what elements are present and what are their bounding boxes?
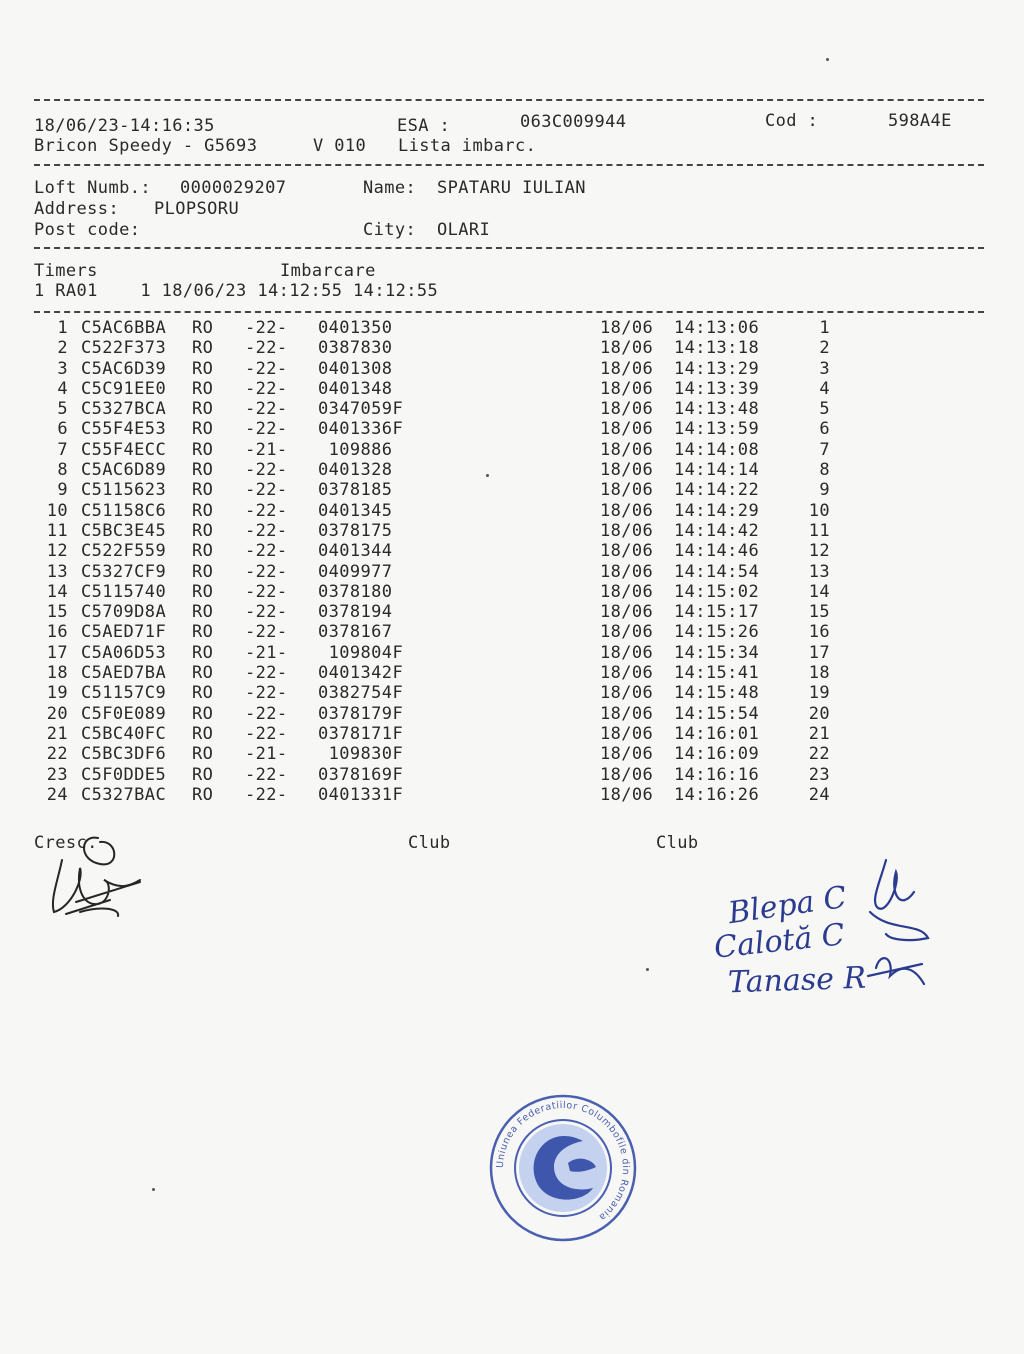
position-number: 15 <box>808 602 830 623</box>
country-code: RO <box>192 419 214 440</box>
position-number: 2 <box>819 338 830 359</box>
arrival-date: 18/06 <box>600 338 654 359</box>
cod-label: Cod : <box>765 111 819 131</box>
arrival-time: 14:14:29 <box>674 500 760 521</box>
arrival-time: 14:13:06 <box>674 318 760 338</box>
ring-number: 0401348 <box>318 378 393 399</box>
ring-number: 0382754F <box>318 683 404 704</box>
arrival-date: 18/06 <box>600 622 654 643</box>
ring-year: -22- <box>245 703 288 724</box>
position-number: 24 <box>808 784 830 805</box>
arrival-date: 18/06 <box>600 358 654 379</box>
cresc-label: Cresc. <box>34 833 98 853</box>
row-index: 13 <box>46 561 68 582</box>
arrival-time: 14:13:18 <box>674 338 760 359</box>
loft-label: Loft Numb.: <box>34 178 151 198</box>
arrival-time: 14:14:46 <box>674 541 760 562</box>
official-stamp <box>488 1093 638 1243</box>
row-index: 6 <box>57 419 68 440</box>
arrival-time: 14:15:41 <box>674 663 760 684</box>
country-code: RO <box>192 541 214 562</box>
arrival-date: 18/06 <box>600 520 654 541</box>
bird-chip-id: C5AC6D39 <box>81 358 167 379</box>
bird-chip-id: C5327BAC <box>81 784 167 805</box>
country-code: RO <box>192 561 214 582</box>
position-number: 8 <box>819 460 830 481</box>
club-label: Club <box>408 833 451 853</box>
bird-chip-id: C5AED7BA <box>81 663 167 684</box>
row-index: 15 <box>46 602 68 623</box>
document-type: Lista imbarc. <box>398 136 537 156</box>
position-number: 9 <box>819 480 830 501</box>
position-number: 14 <box>808 581 830 602</box>
timers-label: Timers <box>34 261 98 281</box>
ring-number: 0401308 <box>318 358 393 379</box>
ring-year: -22- <box>245 480 288 501</box>
country-code: RO <box>192 318 214 338</box>
arrival-time: 14:13:59 <box>674 419 760 440</box>
row-index: 2 <box>57 338 68 359</box>
arrival-time: 14:14:42 <box>674 520 760 541</box>
bird-chip-id: C5BC3E45 <box>81 520 167 541</box>
arrival-date: 18/06 <box>600 541 654 562</box>
bird-chip-id: C5AED71F <box>81 622 167 643</box>
bird-chip-id: C5C91EE0 <box>81 378 167 399</box>
position-number: 19 <box>808 683 830 704</box>
arrival-date: 18/06 <box>600 318 654 338</box>
bird-chip-id: C5327CF9 <box>81 561 167 582</box>
arrival-time: 14:16:09 <box>674 744 760 765</box>
ring-number: 0378167 <box>318 622 393 643</box>
position-number: 22 <box>808 744 830 765</box>
ring-year: -22- <box>245 663 288 684</box>
ring-year: -22- <box>245 581 288 602</box>
ring-year: -22- <box>245 500 288 521</box>
bird-chip-id: C51158C6 <box>81 500 167 521</box>
row-index: 18 <box>46 663 68 684</box>
ring-number: 0401345 <box>318 500 393 521</box>
arrival-time: 14:15:48 <box>674 683 760 704</box>
paper-speck <box>486 474 489 477</box>
cod-value: 598A4E <box>888 111 952 131</box>
country-code: RO <box>192 602 214 623</box>
position-number: 6 <box>819 419 830 440</box>
country-code: RO <box>192 683 214 704</box>
row-index: 8 <box>57 460 68 481</box>
ring-number: 0378180 <box>318 581 393 602</box>
breeder-signature <box>40 820 160 930</box>
ring-year: -22- <box>245 419 288 440</box>
ring-year: -22- <box>245 541 288 562</box>
name-label: Name: <box>363 178 417 198</box>
row-index: 5 <box>57 399 68 420</box>
separator-line <box>34 311 984 313</box>
ring-number: 109886 <box>318 439 393 460</box>
handwritten-name: Blepa C <box>726 879 849 932</box>
country-code: RO <box>192 500 214 521</box>
ring-year: -22- <box>245 764 288 785</box>
svg-text:Uniunea Federatiilor Columbofi: Uniunea Federatiilor Columbofile din Romania <box>494 1099 632 1223</box>
paper-speck <box>826 58 829 61</box>
arrival-date: 18/06 <box>600 784 654 805</box>
row-index: 24 <box>46 784 68 805</box>
ring-year: -22- <box>245 460 288 481</box>
bird-chip-id: C5F0DDE5 <box>81 764 167 785</box>
country-code: RO <box>192 480 214 501</box>
row-index: 17 <box>46 642 68 663</box>
print-datetime: 18/06/23-14:16:35 <box>34 116 215 136</box>
imbarcare-label: Imbarcare <box>280 261 376 281</box>
arrival-date: 18/06 <box>600 439 654 460</box>
ring-number: 0409977 <box>318 561 393 582</box>
separator-line <box>34 99 984 101</box>
arrival-date: 18/06 <box>600 378 654 399</box>
row-index: 9 <box>57 480 68 501</box>
country-code: RO <box>192 663 214 684</box>
ring-number: 0378171F <box>318 723 404 744</box>
address-value: PLOPSORU <box>154 199 240 219</box>
ring-number: 0378175 <box>318 520 393 541</box>
row-index: 14 <box>46 581 68 602</box>
arrival-time: 14:15:02 <box>674 581 760 602</box>
loft-value: 0000029207 <box>180 178 287 198</box>
timer-line: 1 RA01 1 18/06/23 14:12:55 14:12:55 <box>34 281 439 301</box>
bird-chip-id: C5F0E089 <box>81 703 167 724</box>
row-index: 20 <box>46 703 68 724</box>
arrival-date: 18/06 <box>600 581 654 602</box>
bird-chip-id: C5AC6BBA <box>81 318 167 338</box>
position-number: 11 <box>808 520 830 541</box>
position-number: 17 <box>808 642 830 663</box>
arrival-time: 14:13:39 <box>674 378 760 399</box>
bird-chip-id: C55F4E53 <box>81 419 167 440</box>
esa-label: ESA : <box>397 116 451 136</box>
ring-number: 109830F <box>318 744 404 765</box>
ring-year: -22- <box>245 622 288 643</box>
ring-number: 0401331F <box>318 784 404 805</box>
separator-line <box>34 247 984 249</box>
ring-number: 0401328 <box>318 460 393 481</box>
city-label: City: <box>363 220 417 240</box>
ring-year: -22- <box>245 358 288 379</box>
arrival-date: 18/06 <box>600 500 654 521</box>
row-index: 21 <box>46 723 68 744</box>
position-number: 23 <box>808 764 830 785</box>
ring-year: -22- <box>245 520 288 541</box>
arrival-time: 14:14:22 <box>674 480 760 501</box>
position-number: 3 <box>819 358 830 379</box>
arrival-time: 14:13:48 <box>674 399 760 420</box>
ring-year: -21- <box>245 642 288 663</box>
ring-number: 0401344 <box>318 541 393 562</box>
ring-number: 109804F <box>318 642 404 663</box>
ring-number: 0378185 <box>318 480 393 501</box>
bird-chip-id: C5BC40FC <box>81 723 167 744</box>
position-number: 12 <box>808 541 830 562</box>
arrival-time: 14:14:54 <box>674 561 760 582</box>
ring-year: -22- <box>245 338 288 359</box>
bird-chip-id: C5115740 <box>81 581 167 602</box>
arrival-time: 14:15:34 <box>674 642 760 663</box>
ring-number: 0401336F <box>318 419 404 440</box>
position-number: 21 <box>808 723 830 744</box>
bird-chip-id: C5BC3DF6 <box>81 744 167 765</box>
arrival-time: 14:16:16 <box>674 764 760 785</box>
ring-year: -21- <box>245 439 288 460</box>
country-code: RO <box>192 399 214 420</box>
handwritten-name: Calotă C <box>712 917 847 966</box>
arrival-time: 14:16:26 <box>674 784 760 805</box>
arrival-date: 18/06 <box>600 744 654 765</box>
arrival-time: 14:15:26 <box>674 622 760 643</box>
arrival-time: 14:14:14 <box>674 460 760 481</box>
arrival-date: 18/06 <box>600 663 654 684</box>
country-code: RO <box>192 642 214 663</box>
arrival-date: 18/06 <box>600 602 654 623</box>
arrival-time: 14:13:29 <box>674 358 760 379</box>
esa-value: 063C009944 <box>520 112 627 132</box>
country-code: RO <box>192 581 214 602</box>
position-number: 10 <box>808 500 830 521</box>
ring-year: -22- <box>245 318 288 338</box>
ring-year: -22- <box>245 378 288 399</box>
country-code: RO <box>192 784 214 805</box>
bird-chip-id: C5709D8A <box>81 602 167 623</box>
paper-speck <box>152 1188 155 1191</box>
arrival-date: 18/06 <box>600 561 654 582</box>
arrival-date: 18/06 <box>600 683 654 704</box>
ring-number: 0378179F <box>318 703 404 724</box>
position-number: 16 <box>808 622 830 643</box>
ring-number: 0347059F <box>318 399 404 420</box>
ring-year: -22- <box>245 723 288 744</box>
arrival-time: 14:14:08 <box>674 439 760 460</box>
bird-chip-id: C522F373 <box>81 338 167 359</box>
paper-speck <box>646 968 649 971</box>
position-number: 18 <box>808 663 830 684</box>
country-code: RO <box>192 723 214 744</box>
arrival-date: 18/06 <box>600 399 654 420</box>
row-index: 4 <box>57 378 68 399</box>
bird-chip-id: C5A06D53 <box>81 642 167 663</box>
arrival-date: 18/06 <box>600 460 654 481</box>
club-label: Club <box>656 833 699 853</box>
initials-scribbles <box>860 852 940 1002</box>
row-index: 19 <box>46 683 68 704</box>
app-name: Bricon Speedy - G5693 <box>34 136 258 156</box>
row-index: 7 <box>57 439 68 460</box>
ring-year: -21- <box>245 744 288 765</box>
row-index: 1 <box>57 318 68 338</box>
ring-year: -22- <box>245 683 288 704</box>
country-code: RO <box>192 703 214 724</box>
row-index: 23 <box>46 764 68 785</box>
position-number: 4 <box>819 378 830 399</box>
separator-line <box>34 164 984 166</box>
bird-chip-id: C55F4ECC <box>81 439 167 460</box>
ring-number: 0378194 <box>318 602 393 623</box>
bird-chip-id: C5115623 <box>81 480 167 501</box>
ring-number: 0387830 <box>318 338 393 359</box>
ring-year: -22- <box>245 561 288 582</box>
row-index: 16 <box>46 622 68 643</box>
position-number: 1 <box>819 318 830 338</box>
ring-number: 0401342F <box>318 663 404 684</box>
address-label: Address: <box>34 199 120 219</box>
arrival-time: 14:15:17 <box>674 602 760 623</box>
ring-year: -22- <box>245 602 288 623</box>
row-index: 10 <box>46 500 68 521</box>
country-code: RO <box>192 378 214 399</box>
arrival-date: 18/06 <box>600 723 654 744</box>
bird-chip-id: C522F559 <box>81 541 167 562</box>
arrival-date: 18/06 <box>600 419 654 440</box>
bird-chip-id: C5327BCA <box>81 399 167 420</box>
city-value: OLARI <box>437 220 491 240</box>
country-code: RO <box>192 744 214 765</box>
row-index: 3 <box>57 358 68 379</box>
bird-chip-id: C51157C9 <box>81 683 167 704</box>
arrival-date: 18/06 <box>600 703 654 724</box>
arrival-date: 18/06 <box>600 642 654 663</box>
country-code: RO <box>192 764 214 785</box>
country-code: RO <box>192 338 214 359</box>
country-code: RO <box>192 460 214 481</box>
country-code: RO <box>192 622 214 643</box>
position-number: 13 <box>808 561 830 582</box>
position-number: 20 <box>808 703 830 724</box>
position-number: 5 <box>819 399 830 420</box>
ring-number: 0378169F <box>318 764 404 785</box>
row-index: 22 <box>46 744 68 765</box>
country-code: RO <box>192 358 214 379</box>
row-index: 11 <box>46 520 68 541</box>
name-value: SPATARU IULIAN <box>437 178 586 198</box>
postcode-label: Post code: <box>34 220 141 240</box>
country-code: RO <box>192 439 214 460</box>
arrival-date: 18/06 <box>600 480 654 501</box>
arrival-time: 14:15:54 <box>674 703 760 724</box>
arrival-time: 14:16:01 <box>674 723 760 744</box>
row-index: 12 <box>46 541 68 562</box>
handwritten-name: Tanase R <box>727 960 867 1001</box>
bird-chip-id: C5AC6D89 <box>81 460 167 481</box>
arrival-date: 18/06 <box>600 764 654 785</box>
ring-year: -22- <box>245 784 288 805</box>
ring-year: -22- <box>245 399 288 420</box>
country-code: RO <box>192 520 214 541</box>
position-number: 7 <box>819 439 830 460</box>
app-version: V 010 <box>313 136 367 156</box>
ring-number: 0401350 <box>318 318 393 338</box>
